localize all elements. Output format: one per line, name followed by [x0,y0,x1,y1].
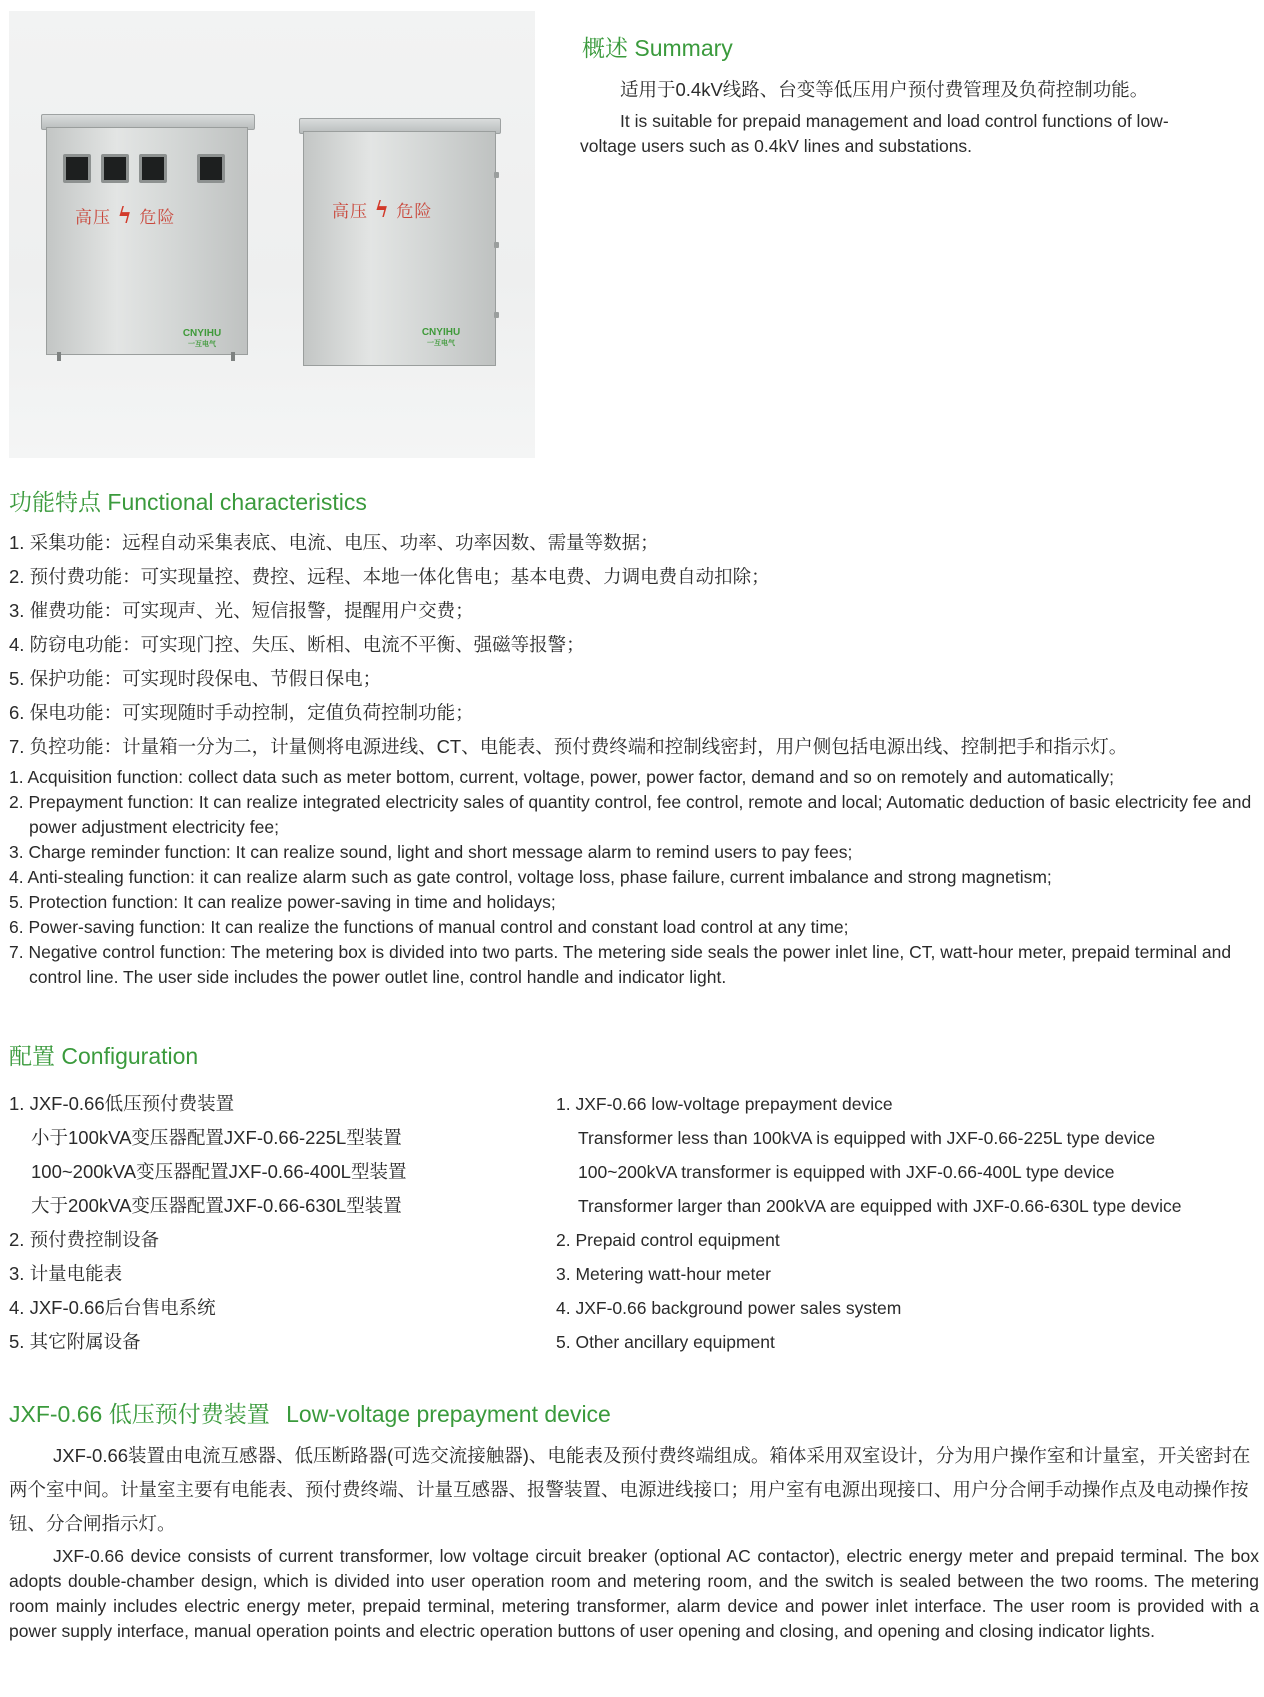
list-item: 4. JXF-0.66 background power sales system [556,1298,902,1318]
list-item: 5. Protection function: It can realize power-saving in time and holidays; [9,892,556,912]
right-cabinet [303,131,496,366]
functional-heading: 功能特点 Functional characteristics [9,489,367,515]
list-item: 2. Prepayment function: It can realize integrated electricity sales of quantity control, fee control, remote and local; Automatic deduction of basic electricity fee and power adjustment electricity fee; [9,792,1252,837]
list-item: 小于100kVA变压器配置JXF-0.66-225L型装置 [31,1127,402,1148]
meter-window [63,154,91,183]
list-item: 1. 采集功能：远程自动采集表底、电流、电压、功率、功率因数、需量等数据； [9,532,659,553]
list-item: 4. Anti-stealing function: it can realize alarm such as gate control, voltage loss, phase failure, current imbalance and strong magnetism; [9,867,1052,887]
list-item: 2. 预付费控制设备 [9,1229,160,1250]
hinge [494,312,499,318]
list-item: 3. 计量电能表 [9,1263,123,1284]
list-item: Transformer less than 100kVA is equipped with JXF-0.66-225L type device [578,1128,1156,1148]
list-item: 5. 保护功能：可实现时段保电、节假日保电； [9,668,382,689]
device-paragraph-en: JXF-0.66 device consists of current transformer, low voltage circuit breaker (optional AC contactor), electric energy meter and prepaid terminal. The box adopts double-chamber design, which is divided into user operation room and metering room, and the switch is sealed between the two rooms. The metering room mainly includes electric energy meter, prepaid terminal, metering transformer, alarm device and power inlet interface. The user room is provided with a power supply interface, manual operation points and electric operation buttons of user opening and closing, and opening and closing indicator lights. [9,1546,1259,1641]
brand-logo: CNYIHU 一互电气 [421,327,461,347]
list-item: 1. JXF-0.66 low-voltage prepayment device [556,1094,893,1114]
list-item: 5. Other ancillary equipment [556,1332,775,1352]
configuration-heading: 配置 Configuration [9,1043,199,1069]
list-item: 7. 负控功能：计量箱一分为二，计量侧将电源进线、CT、电能表、预付费终端和控制线密封，用户侧包括电源出线、控制把手和指示灯。 [9,736,1128,757]
list-item: 1. Acquisition function: collect data such as meter bottom, current, voltage, power, power factor, demand and so on remotely and automatically; [9,767,1115,787]
list-item: 6. 保电功能：可实现随时手动控制，定值负荷控制功能； [9,702,474,723]
list-item: 大于200kVA变压器配置JXF-0.66-630L型装置 [31,1195,402,1216]
list-item: 4. JXF-0.66后台售电系统 [9,1297,216,1318]
list-item: 100~200kVA变压器配置JXF-0.66-400L型装置 [31,1161,407,1182]
summary-text-cn: 适用于0.4kV线路、台变等低压用户预付费管理及负荷控制功能。 [620,79,1149,100]
summary-text-en-2: voltage users such as 0.4kV lines and substations. [580,136,973,156]
summary-text-en-1: It is suitable for prepaid management and load control functions of low- [620,111,1169,131]
device-paragraph-cn: JXF-0.66装置由电流互感器、低压断路器(可选交流接触器)、电能表及预付费终端组成。箱体采用双室设计，分为用户操作室和计量室，开关密封在两个室中间。计量室主要有电能表、预付费终端、计量互感器、报警装置、电源进线接口；用户室有电源出现接口、用户分合闸手动操作点及电动操作按钮、分合闸指示灯。 [9,1445,1251,1534]
device-heading-cn: JXF-0.66 低压预付费装置 [9,1401,270,1427]
device-heading [9,1400,611,1428]
hinge [494,172,499,178]
configuration-list-cn [9,1087,406,1359]
left-cabinet [46,127,248,355]
list-item: 1. JXF-0.66低压预付费装置 [9,1093,235,1114]
device-heading-en: Low-voltage prepayment device [286,1401,611,1427]
functional-list-en [9,765,1259,990]
list-item: 2. 预付费功能：可实现量控、费控、远程、本地一体化售电；基本电费、力调电费自动扣除； [9,566,770,587]
list-item: 3. 催费功能：可实现声、光、短信报警，提醒用户交费； [9,600,474,621]
product-photo [9,11,535,458]
list-item: 5. 其它附属设备 [9,1331,141,1352]
hinge [494,242,499,248]
danger-label: 高压 ϟ 危险 [332,197,433,223]
list-item: 6. Power-saving function: It can realize the functions of manual control and constant load control at any time; [9,917,849,937]
list-item: 3. Metering watt-hour meter [556,1264,771,1284]
list-item: Transformer larger than 200kVA are equipped with JXF-0.66-630L type device [578,1196,1182,1216]
brand-logo: CNYIHU 一互电气 [182,328,222,348]
list-item: 3. Charge reminder function: It can realize sound, light and short message alarm to remind users to pay fees; [9,842,853,862]
configuration-list-en [556,1087,1181,1359]
list-item: 100~200kVA transformer is equipped with JXF-0.66-400L type device [578,1162,1115,1182]
cabinet-leg [57,352,61,361]
danger-label: 高压 ϟ 危险 [75,203,176,229]
meter-window [197,154,225,183]
cabinet-leg [231,352,235,361]
lightning-icon: ϟ [374,197,390,223]
meter-window [139,154,167,183]
list-item: 4. 防窃电功能：可实现门控、失压、断相、电流不平衡、强磁等报警； [9,634,585,655]
lightning-icon: ϟ [117,203,133,229]
meter-window [101,154,129,183]
list-item: 2. Prepaid control equipment [556,1230,780,1250]
functional-list-cn [9,526,1127,764]
list-item: 7. Negative control function: The metering box is divided into two parts. The metering side seals the power inlet line, CT, watt-hour meter, prepaid terminal and control line. The user side includes the power outlet line, control handle and indicator light. [9,942,1232,987]
summary-heading: 概述 Summary [582,35,733,61]
